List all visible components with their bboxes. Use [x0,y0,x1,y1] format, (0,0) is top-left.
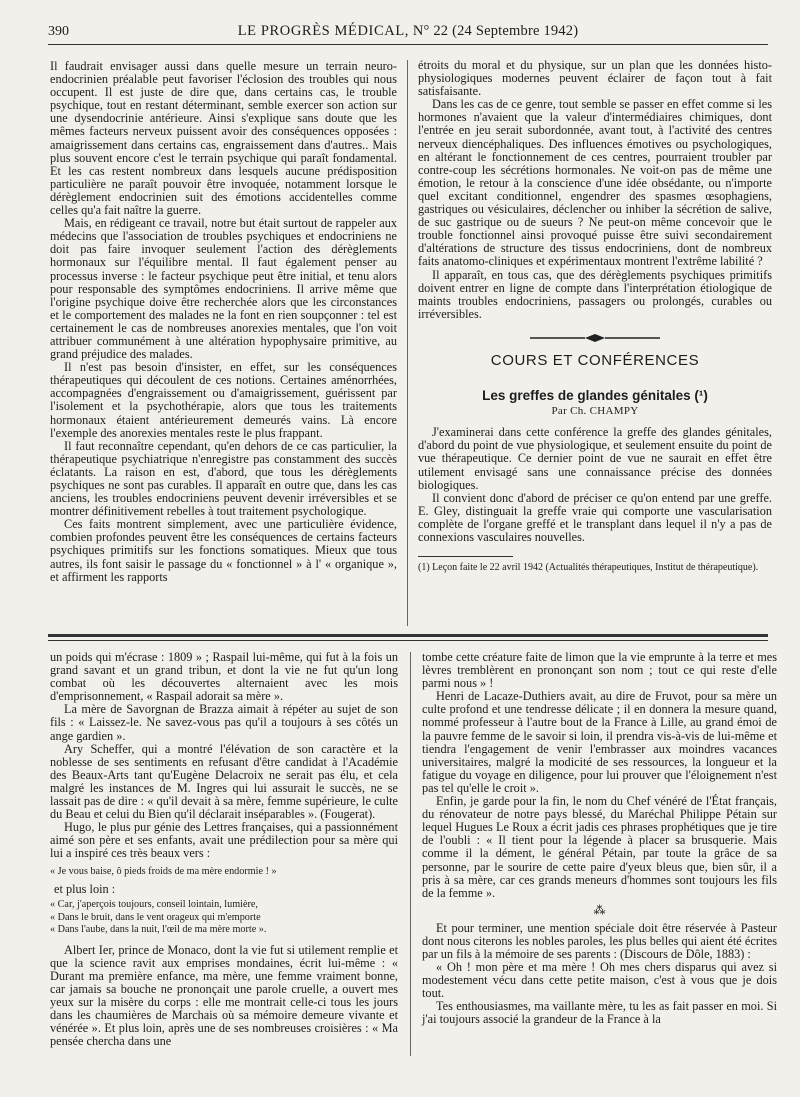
header-rule [48,44,768,45]
paragraph: tombe cette créature faite de limon que la vie emprunte à la terre et mes lèvres tremblèrent en prononçant son nom ; tout ce qui reste d'elle parmi nous » ! [422,650,777,691]
verse-line: « Car, j'aperçois toujours, conseil lointain, lumière, [50,899,258,911]
column-upper-right [418,59,772,574]
verse-block [50,899,398,937]
paragraph: Il faudrait envisager aussi dans quelle mesure un terrain neuro-endocrinien préalable peut favoriser l'éclosion des troubles qui nous occupent. Il est juste de dire que, dans certains cas, le trouble psychique, tout en restant déterminant, semble exercer son action sur une dysendocrinie antérieure. Ainsi s'explique sans doute que les mêmes facteurs nerveux puissent avoir des conséquences opposées : amaigrissement dans certains cas, engraissement dans d'autres.. Mais plus souvent encore c'est le terrain psychique qui paraît fondamental. Et les cas restent nombreux dans lesquels aucune prédisposition particulière ne paraît pouvoir être invoquée, notamment lorsque le dérèglement endocrinien suit des émotions accidentelles comme celles qu'a fait naître la guerre. [50,59,397,218]
paragraph: La mère de Savorgnan de Brazza aimait à répéter au sujet de son fils : « Laissez-le. Ne savez-vous pas qu'il a toujours à ses côtés un ange gardien ». [50,702,398,743]
verse-quote: « Je vous baise, ô pieds froids de ma mère endormie ! » [50,865,277,877]
column-lower-left [50,651,398,1048]
issue-info: N° 22 (24 Septembre 1942) [412,23,579,39]
paragraph: Il apparaît, en tous cas, que des dérèglements psychiques primitifs doivent entrer en ligne de compte dans l'interprétation étiologique de maints troubles endocriniens, passagers ou prolongés, curables ou irréversibles. [418,267,772,321]
paragraph: Hugo, le plus pur génie des Lettres françaises, qui a passionnément aimé son père et ses enfants, avait une prédilection pour sa mère qui lui a inspiré ces très beaux vers : [50,820,398,861]
column-divider [407,60,408,626]
asterism-divider: ⁂ [593,902,606,917]
paragraph: Albert Ier, prince de Monaco, dont la vie fut si utilement remplie et que la science ravit aux emprises mondaines, écrit lui-même : « Durant ma première enfance, ma mère, une femme vraiment bonne, car jamais sa bouche ne prononçait une parole cruelle, a ouvert mes yeux sur la misère du corps : elle me montrait celle-ci tous les jours dans les chaumières de Marchais où sa mémoire demeure vivante et vénérée ». Et plus loin, après une de ses nombreuses croisières : « Ma pensée chercha dans une [50,942,398,1049]
paragraph: « Oh ! mon père et ma mère ! Oh mes chers disparus qui avez si modestement vécu dans cette petite maison, c'est à vous que je dois tout. [422,960,777,1001]
paragraph: Ces faits montrent simplement, avec une particulière évidence, combien profondes peuvent être les conséquences de certains facteurs psychiques primitifs sur les fonctions somatiques. Mieux que tous autres, ils font saisir le passage du « fonctionnel » à l' « organique », et affirment les rapports [50,517,397,584]
running-header [48,18,768,40]
ornament-rule-icon [530,333,660,343]
verse-line: « Dans l'aube, dans la nuit, l'œil de ma mère morte ». [50,924,267,936]
ornament-divider [418,333,772,346]
column-divider [410,652,411,1056]
page-number: 390 [48,24,69,39]
paragraph: J'examinerai dans cette conférence la greffe des glandes génitales, d'abord du point de vue physiologique, et seulement ensuite du point de vue thérapeutique. Ce dernier point de vue ne saurait en effet être utilement envisagé sans une connaissance précise des données biologiques. [418,425,772,492]
paragraph: Il convient donc d'abord de préciser ce qu'on entend par une greffe. E. Gley, distinguait la greffe vraie qui comporte une vascularisation complète de l'organe greffé et le transplant dans lequel il n'y a pas de connexions vasculaires nouvelles. [418,490,772,544]
paragraph: étroits du moral et du physique, sur un plan que les données histo-physiologiques modernes peuvent éclairer de façon tout à fait satisfaisante. [418,58,772,99]
paragraph: Mais, en rédigeant ce travail, notre but était surtout de rappeler aux médecins que l'association de troubles psychiques et endocriniens ne doit pas faire invoquer seulement l'action des dérèglements hormonaux sur l'équilibre mental. Il faut également penser au processus inverse : le facteur psychique peut être initial, et tenu alors pour responsable des symptômes endocriniens. Il arrive même que l'origine psychique doive être recherchée alors que les circonstances et le comportement des malades ne la font en rien soupçonner : tel est certainement le cas de nombreuses anorexies mentales, que l'on voit attribuer communément à une altération hypophysaire primitive, au grand préjudice des malades. [50,216,397,362]
section-rule-thin [48,640,768,641]
column-lower-right [422,651,777,1027]
article-byline: Par Ch. CHAMPY [551,405,639,418]
article-title: Les greffes de glandes génitales (¹) [482,388,708,404]
paragraph: Ary Scheffer, qui a montré l'élévation de son caractère et la noblesse de ses sentiments en refusant d'être candidat à l'Académie des Beaux-Arts tant qu'Eugène Delacroix ne serait pas élu, et cela malgré les instances de M. Ingres qui lui assurait le succès, ne se lassait pas de dire : « qu'il devait à sa mère, femme supérieure, le culte du Beau et celui du Bien qu'il déclarait inséparables ». (Fougerat). [50,741,398,822]
paragraph: Henri de Lacaze-Duthiers avait, au dire de Fruvot, pour sa mère un culte profond et une tendresse délicate ; il en donnera la mesure quand, nommé professeur à l'autre bout de la France à Lille, au grand émoi de la pauvre femme de le savoir si loin, il prendra vis-à-vis de lui-même et tiendra l'engagement de venir l'embrasser aux moindres vacances universitaires, malgré la modicité de ses ressources, la longueur et la fatigue du voyage en diligence, pour lui prouver que l'éloignement n'est pas tel qu'elle le croit ». [422,689,777,795]
footnote-rule [418,556,513,557]
paragraph: Et pour terminer, une mention spéciale doit être réservée à Pasteur dont nous citerons les nobles paroles, les plus belles qui aient été écrites par un fils à la mémoire de ses parents : (Discours de Dôle, 1883) : [422,920,777,961]
footnote: (1) Leçon faite le 22 avril 1942 (Actualités thérapeutiques, Institut de thérapeutique). [418,562,759,574]
paragraph: Il faut reconnaître cependant, qu'en dehors de ce cas particulier, la thérapeutique psychiatrique n'enregistre pas constamment des succès éclatants. La raison en est, d'abord, que tous les dérèglements psychiques ne sont pas curables. Il apparaît en outre que, dans les cas anciens, les troubles endocriniens peuvent devenir irréversibles et se montrer définitivement rebelles à tout traitement psychologique. [50,438,397,519]
paragraph: un poids qui m'écrase : 1809 » ; Raspail lui-même, qui fut à la fois un grand savant et un grand tribun, et dont la vie ne fut qu'un long combat où les découvertes alternaient avec les mois d'emprisonnement, « Raspail adorait sa mère ». [50,650,398,704]
journal-title: LE PROGRÈS MÉDICAL, [237,23,410,39]
paragraph: Enfin, je garde pour la fin, le nom du Chef vénéré de l'État français, du rénovateur de notre pays blessé, du Maréchal Philippe Pétain sur lequel Hugues Le Roux a écrit jadis ces phrases prophétiques que je tire de l'oubli : « Il tient pour la légende à placer sa brusquerie. Mais comme il la dément, le général Pétain, par toute la grâce de sa personne, par le sourire de cette paire d'yeux bleus que, bien sûr, il a pris à sa mère, car ces grands meneurs d'hommes sont toujours les fils de la femme ». [422,794,777,900]
paragraph: et plus loin : [54,882,116,896]
journal-header [48,23,768,40]
section-rule-thick [48,634,768,637]
section-title: COURS ET CONFÉRENCES [490,351,700,369]
paragraph: Tes enthousiasmes, ma vaillante mère, tu les as fait passer en moi. Si j'ai toujours associé la grandeur de la France à la [422,999,777,1027]
verse-line: « Dans le bruit, dans le vent orageux qui m'emporte [50,911,261,923]
paragraph: Dans les cas de ce genre, tout semble se passer en effet comme si les hormones n'avaient que la valeur d'intermédiaires chimiques, dont l'entrée en jeu serait subordonnée, avant tout, à l'activité des centres nerveux diencéphaliques. Des influences émotives ou psychologiques, en altérant le fonctionnement de ces centres, pourraient troubler par contre-coup les sécrétions hormonales. Ne voit-on pas de même une émotion, le retour à la conscience d'une idée obsédante, ou n'importe quel excitant conditionnel, engendrer des spasmes œsophagiens, gastriques ou vésiculaires, déclencher ou inhiber la sécrétion de salive, de suc gastrique ou de sueurs ? Ne peut-on même concevoir que le trouble fonctionnel ainsi provoqué puisse être suivi secondairement d'altérations de structure des tissus endocriniens, dont de nombreux faits anatomo-cliniques et expérimentaux montrent l'extrême labilité ? [418,97,772,269]
column-upper-left [50,60,397,584]
paragraph: Il n'est pas besoin d'insister, en effet, sur les conséquences thérapeutiques qui découlent de ces notions. Certaines aménorrhées, accompagnées d'engraissement ou d'amaigrissement, guérissent par l'isolement et la psychothérapie, alors que tous les traitements hormonaux étaient antérieurement demeurés vains. Là encore l'exemple des anorexies mentales reste le plus frappant. [50,360,397,440]
